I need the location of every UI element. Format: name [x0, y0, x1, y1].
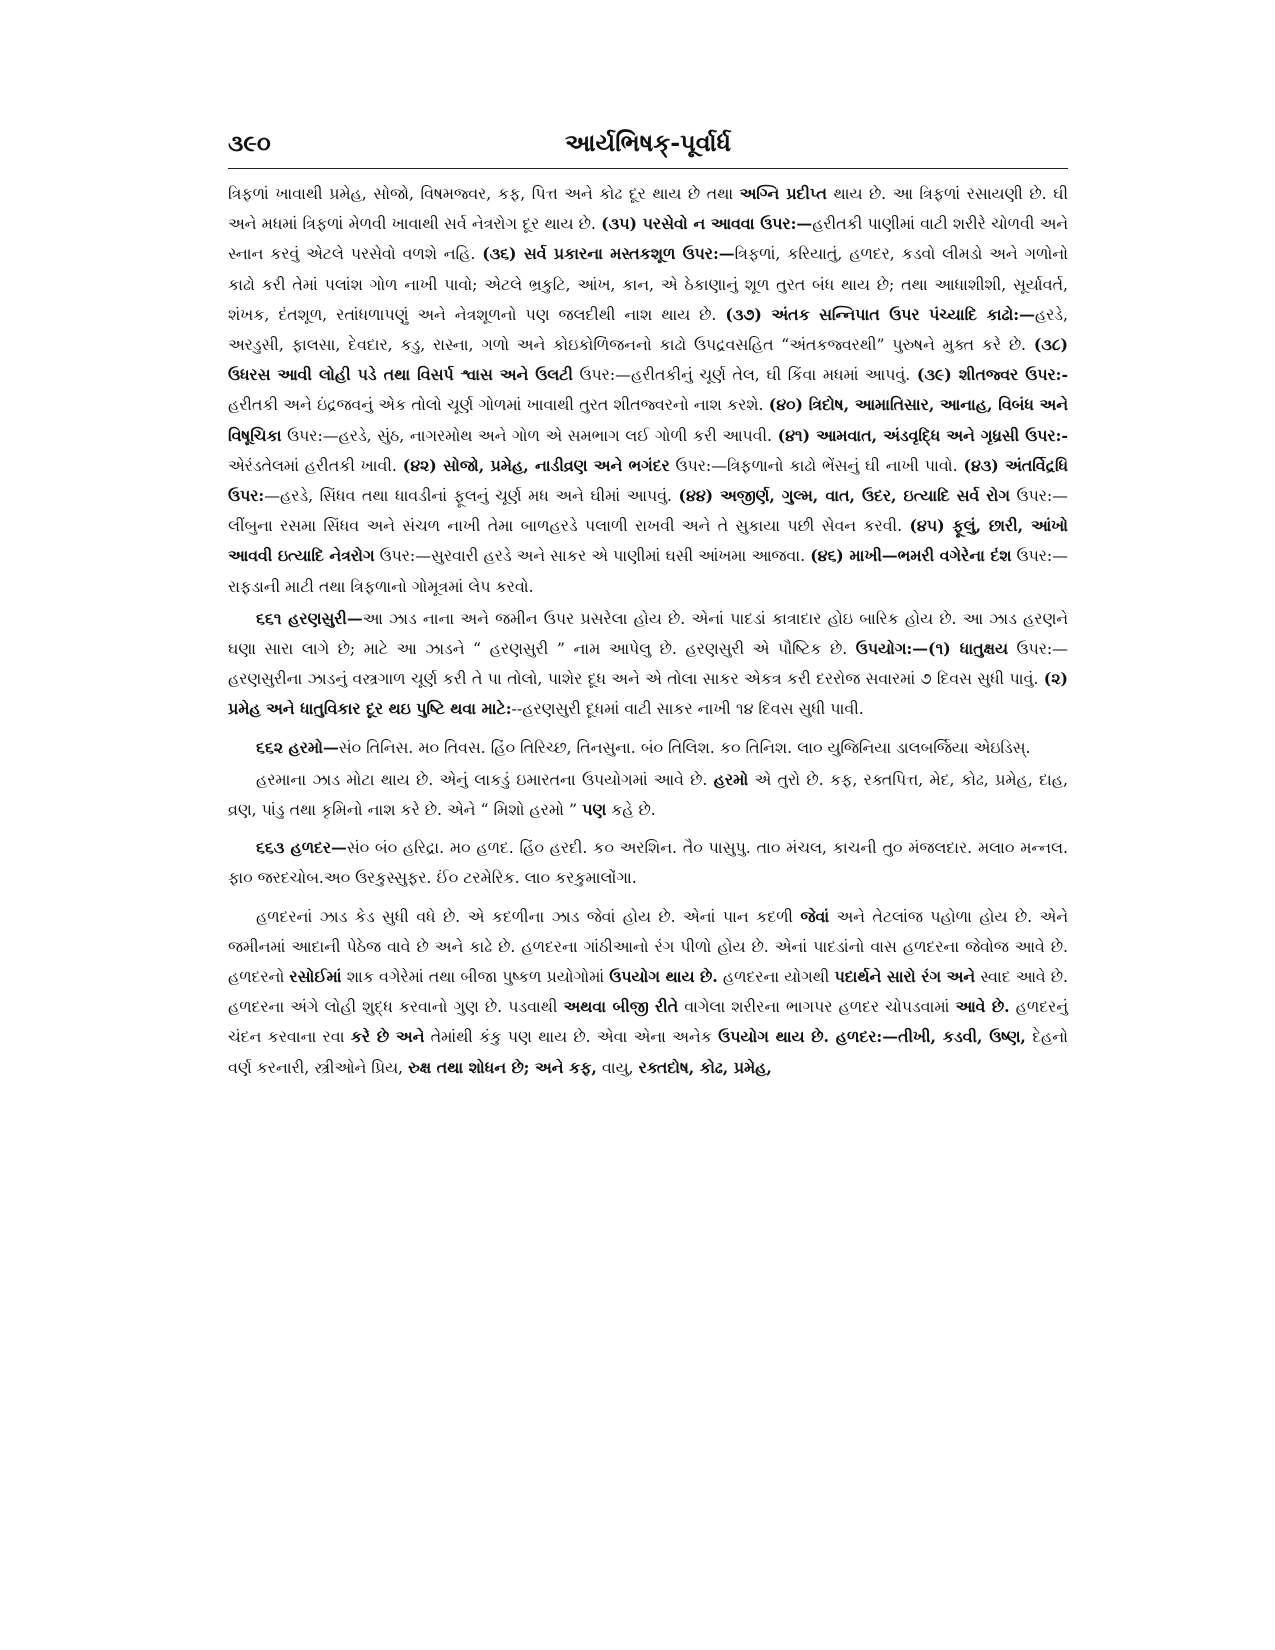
- text-segment: હરમાના ઝાડ મોટા થાય છે. એનું લાકડું ઇમારતના ઉપયોગમાં આવે છે.: [256, 769, 714, 789]
- bold-text-segment: રક્તદોષ, કોઢ, પ્રમેહ,: [638, 1057, 772, 1077]
- text-segment: હળદરના યોગથી: [717, 967, 835, 987]
- bold-text-segment: (૨) પ્રમેહ અને ધાતુવિકાર દૂર થઇ પુષ્ટિ થવા માટે:: [228, 669, 1068, 719]
- bold-text-segment: જેવાં: [800, 906, 830, 926]
- text-segment: ઉપર:—સુરવારી હરડે અને સાકર એ પાણીમાં ઘસી આંખમા આજવા.: [374, 546, 811, 566]
- text-segment: ઉપર:—ત્રિફળાનો કાઢો ભેંસનું ઘી નાખી પાવો.: [669, 455, 964, 475]
- page-header: [228, 128, 1068, 169]
- text-segment: સં૦ બં૦ હરિદ્રા. મ૦ હળદ. હિં૦ હરદી. ક૦ અરશિન. તૈ૦ પાસુપુ. તા૦ મંચલ, કાચની તુ૦ મંજલદાર. મલા૦ મન્નલ. ફા૦ જરદચોબ.અ૦ ઉરકુસ્સુફર. ઈં૦ ટરમેરિક. લા૦ કરકુમાલોંગા.: [228, 838, 1068, 888]
- bold-text-segment: હરમો: [713, 769, 749, 789]
- text-segment: કહે છે.: [606, 800, 656, 820]
- text-segment: ઉપર:—લીંબુના રસમા સિંધવ અને સંચળ નાખી તેમા બાળહરડે પલાળી રાખવી અને તે સુકાયા પછી સેવન કરવી.: [228, 486, 1068, 536]
- bold-text-segment: અગ્નિ પ્રદીપ્ત: [739, 184, 827, 203]
- running-title: આર્યભિષક્-પૂર્વાર્ધ: [565, 128, 731, 157]
- bold-text-segment: ૬૬૧ હરણસુરી—: [256, 608, 363, 628]
- bold-text-segment: ઉપયોગ થાય છે. હળદર:—તીખી, કડવી, ઉષ્ણ,: [718, 1027, 1026, 1047]
- bold-text-segment: (૪૧) આમવાત, અંડવૃદ્ધિ અને ગૃધ્રસી ઉપર:-: [777, 425, 1068, 445]
- text-segment: એરંડતેલમાં હરીતકી ખાવી.: [228, 455, 403, 475]
- text-segment: ઉપર:—હરણસુરીના ઝાડનું વસ્ત્રગાળ ચૂર્ણ કરી તે પા તોલો, પાશેર દૂધ અને એ તોલા સાકર એકત્ર કરી દરરોજ સવારમાં ૭ દિવસ સુધી પાવું.: [228, 639, 1068, 689]
- text-segment: હરીતકી પાણીમાં વાટી શરીરે ચોળવી અને સ્નાન કરવું એટલે પરસેવો વળશે નહિ.: [228, 214, 1069, 264]
- text-segment: ઉપર:—રાફડાની માટી તથા ત્રિફળાનો ગોમૂત્રમાં લેપ કરવો.: [228, 546, 1068, 596]
- bold-text-segment: ૬૬૩ હળદર—: [256, 838, 347, 858]
- text-segment: —હરડે, સિંધવ તથા ધાવડીનાં ફૂલનું ચૂર્ણ મધ અને ઘીમાં આપવું.: [264, 486, 679, 506]
- text-segment: થાય છે. આ ત્રિફળાં રસાયણી છે. ઘી અને મધમાં ત્રિફળાં મેળવી ખાવાથી સર્વ નેત્રરોગ દૂર થાય છે.: [228, 184, 1068, 234]
- bold-text-segment: આવે છે.: [955, 997, 1010, 1017]
- text-segment: શાક વગેરેમાં તથા બીજા પુષ્કળ પ્રયોગોમાં: [341, 967, 610, 987]
- text-segment: હળદરનાં ઝાડ કેડ સુધી વધે છે. એ કદળીના ઝાડ જેવાં હોય છે. એનાં પાન કદળી: [256, 906, 801, 926]
- text-segment: અને તેટલાંજ પહોળા હોય છે. એને જમીનમાં આદાની પેઠેજ વાવે છે અને કાઢે છે. હળદરના ગાંઠીઆનો રંગ પીળો હોય છે. એનાં પાદડાંનો વાસ હળદરના જેવોજ આવે છે. હળદરનો: [228, 906, 1068, 987]
- paragraph-p2: [228, 604, 1068, 725]
- bold-text-segment: (૪૬) માખી—ભમરી વગેરેના દંશ: [810, 546, 1012, 566]
- bold-text-segment: (૪૪) અજીર્ણ, ગુલ્મ, વાત, ઉદર, ઇત્યાદિ સર્વ રોગ: [678, 486, 1010, 506]
- bold-text-segment: (૪૫) ફૂલું, છારી, આંખો આવવી ઇત્યાદિ નેત્રરોગ: [228, 516, 1068, 566]
- text-segment: ત્રિફળાં, કરિયાતું, હળદર, કડવો લીમડો અને ગળોનો કાઢો કરી તેમાં પલાંશ ગોળ નાખી પાવો; એટલે ભ્રકુટિ, આંખ, કાન, એ ઠેકાણાનું શૂળ તુરત બંધ થાય છે; તથા આધાશીશી, સૂર્યાવર્ત, શંખક, દંતશૂળ, રતાંધળાપણું અને નેત્રશૂળનો પણ જલદીથી નાશ થાય છે.: [228, 244, 1068, 324]
- bold-text-segment: (૩૮) ઉધરસ આવી લોહી પડે તથા વિસર્પ શ્વાસ અને ઉલટી: [228, 335, 1068, 385]
- text-segment: --હરણસુરી દૂધમાં વાટી સાકર નાખી ૧૪ દિવસ સુધી પાવી.: [511, 699, 864, 719]
- bold-text-segment: કરે છે અને: [350, 1027, 425, 1047]
- text-segment: સ્વાદ આવે છે. હળદરના અંગે લોહી શુદ્ધ કરવાનો ગુણ છે. પડવાથી: [228, 967, 1069, 1017]
- text-segment: ઉપર:—હરડે, સુંઠ, નાગરમોથ અને ગોળ એ સમભાગ લઈ ગોળી કરી આપવી.: [281, 425, 778, 445]
- bold-text-segment: (૪૩) અંતર્વિદ્રધિ ઉપર:: [228, 455, 1069, 506]
- text-segment: સં૦ તિનિસ. મ૦ તિવસ. હિં૦ તિરિચ્છ, તિનસુના. બં૦ તિલિશ. ક૦ તિનિશ. લા૦ યુજિનિયા ડાલબર્જિયા એઇડિસ્.: [338, 737, 1031, 757]
- bold-text-segment: (૪૨) સોજો, પ્રમેહ, નાડીવ્રણ અને ભગંદર: [402, 455, 670, 475]
- document-page: [228, 128, 1068, 1508]
- text-segment: એ તુરો છે. કફ, રક્તપિત્ત, મેદ, કોઢ, પ્રમેહ, દાહ, વ્રણ, પાંડુ તથા કૃમિનો નાશ કરે છે. એને “ મિશો હરમો ”: [228, 769, 1068, 820]
- bold-text-segment: (૩૬) સર્વ પ્રકારના મસ્તકશૂળ ઉપર:—: [482, 244, 735, 264]
- bold-text-segment: (૪૦) ત્રિદોષ, આમાતિસાર, આનાહ, વિબંધ અને વિષૂચિકા: [228, 395, 1068, 445]
- text-segment: વાયુ,: [596, 1057, 639, 1077]
- bold-text-segment: પદાર્થને સારો રંગ અને: [834, 967, 976, 987]
- bold-text-segment: અથવા બીજી રીતે: [563, 997, 679, 1017]
- bold-text-segment: (૩૯) શીતજ્વર ઉપર:-: [916, 365, 1069, 385]
- paragraph-p1: [228, 179, 1068, 602]
- text-segment: હરીતકી અને ઇંદ્રજવનું એક તોલો ચૂર્ણ ગોળમાં ખાવાથી તુરત શીતજ્વરનો નાશ કરશે.: [228, 395, 769, 415]
- text-segment: તેમાંથી કંકુ પણ થાય છે. એવા એના અનેક: [424, 1027, 719, 1047]
- bold-text-segment: પણ: [582, 800, 607, 820]
- bold-text-segment: (૩૭) અંતક સન્નિપાત ઉપર પંચ્યાદિ કાઢો:—: [725, 304, 1035, 324]
- bold-text-segment: રસોઈમાં: [289, 967, 342, 987]
- text-segment: વાગેલા શરીરના ભાગપર હળદર ચોપડવામાં: [678, 997, 956, 1017]
- bold-text-segment: (૩૫) પરસેવો ન આવવા ઉપર:—: [601, 214, 813, 234]
- text-segment: હરડે, અરડુસી, ફાલસા, દેવદાર, કડુ, રાસ્ના, ગળો અને કોઇકોળિંજનનો કાઢો ઉપદ્રવસહિત “અંતકજ્વરથી” પુરુષને મુક્ત કરે છે.: [228, 304, 1068, 355]
- text-segment: દેહનો વર્ણ કરનારી, સ્ત્રીઓને પ્રિય,: [228, 1027, 1068, 1077]
- bold-text-segment: ૬૬૨ હરમો—: [256, 737, 339, 757]
- body-text: [228, 179, 1068, 1083]
- bold-text-segment: ઉપયોગ થાય છે.: [609, 967, 718, 987]
- page-number: ૩૯૦: [228, 130, 271, 157]
- bold-text-segment: ઉપયોગ:—(૧) ધાતુક્ષય: [855, 639, 1008, 659]
- paragraph-p3: [228, 733, 1068, 763]
- paragraph-p6: [228, 902, 1068, 1083]
- paragraph-p4: [228, 765, 1068, 825]
- bold-text-segment: રુક્ષ તથા શોધન છે; અને કફ,: [408, 1057, 597, 1077]
- text-segment: આ ઝાડ નાના અને જમીન ઉપર પ્રસરેલા હોય છે. એનાં પાદડાં કાત્રાદાર હોઇ બારિક હોય છે. આ ઝાડ હરણને ઘણા સારા લાગે છે; માટે આ ઝાડને “ હરણસુરી ” નામ આપેલુ છે. હરણસુરી એ પૌષ્ટિક છે.: [228, 608, 1068, 659]
- text-segment: ત્રિફળાં ખાવાથી પ્રમેહ, સોજો, વિષમજ્વર, કફ, પિત્ત અને કોઢ દૂર થાય છે તથા: [228, 184, 740, 203]
- paragraph-p5: [228, 833, 1068, 893]
- text-segment: ઉપર:—હરીતકીનું ચૂર્ણ તેલ, ઘી કિંવા મધમાં આપવું.: [572, 365, 917, 385]
- text-segment: હળદરનું ચંદન કરવાના રવા: [228, 997, 1068, 1047]
